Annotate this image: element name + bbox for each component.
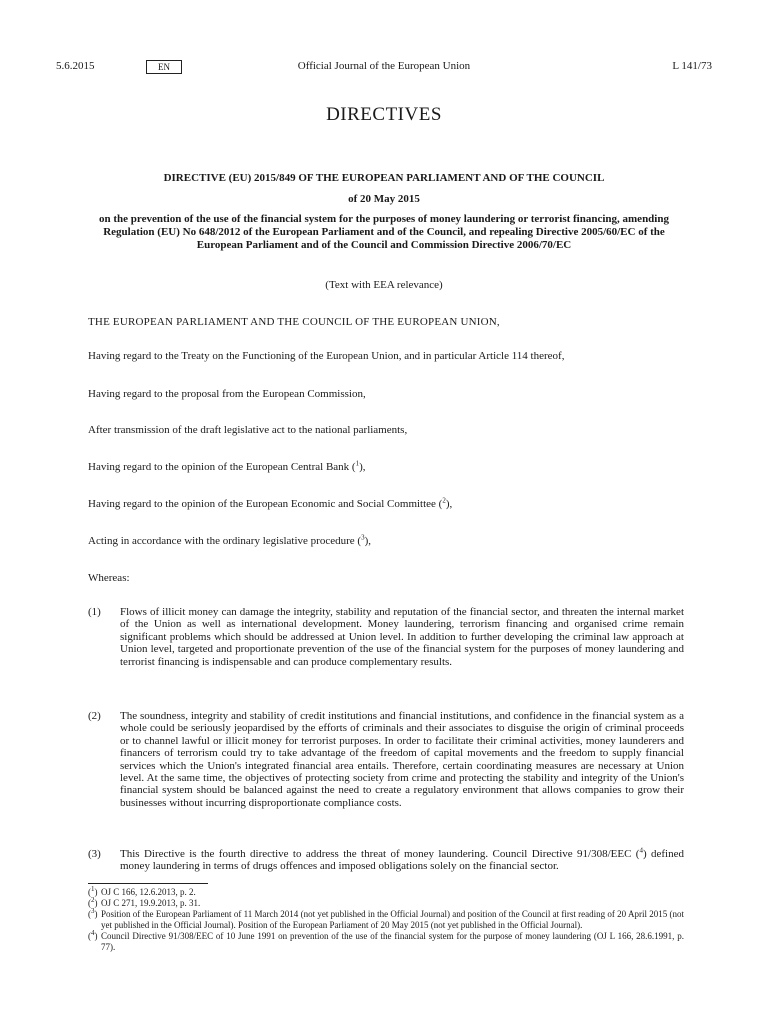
- journal-title: Official Journal of the European Union: [297, 60, 471, 72]
- footnote-number: ($^1$): [88, 885, 98, 897]
- footnote-text: Position of the European Parliament of 11 March 2014 (not yet published in the Official Journal) and position of the Council at first reading of 20 April 2015 (not yet published in the Official Journal). Position of the European Parliament of 20 May 2015 (not yet published in the Official Journal).: [101, 909, 684, 930]
- citation-eesc: [88, 498, 684, 510]
- eea-relevance: (Text with EEA relevance): [325, 279, 443, 291]
- recital-text: Flows of illicit money can damage the integrity, stability and reputation of the financial sector, and threaten the internal market of the Union as well as international development. Money laundering, terrorism financing and organised crime remain significant problems which should be addressed at Union level. In addition to further developing the criminal law approach at Union level, targeted and proportionate prevention of the use of the financial system for the purposes of money laundering and terrorist financing is indispensable and can produce complementary results.: [120, 606, 684, 668]
- footnote-ref[interactable]: 2: [442, 496, 446, 505]
- footnote-number: ($^2$): [88, 896, 98, 908]
- citation-ecb: [88, 461, 684, 473]
- recital-text-part: ) defined money laundering in terms of drugs offences and imposed obligations solely on the financial sector.: [120, 848, 684, 873]
- footnote-number-value: 3: [91, 907, 95, 915]
- footnote-number: ($^3$): [88, 907, 98, 919]
- footnote: [88, 931, 684, 953]
- recital-number: (2): [88, 710, 101, 722]
- footnote-ref[interactable]: 3: [361, 533, 365, 542]
- citation-eesc-text: Having regard to the opinion of the European Economic and Social Committee (: [88, 498, 443, 510]
- publication-date: 5.6.2015: [56, 60, 95, 72]
- page-header: [56, 60, 712, 76]
- citation-ecb-text: Having regard to the opinion of the European Central Bank (: [88, 461, 356, 473]
- recital-text: The soundness, integrity and stability of credit institutions and financial institutions, and confidence in the financial system as a whole could be seriously jeopardised by the efforts of criminals and their associates to disguise the origin of criminal proceeds or to channel lawful or illicit money for terrorist purposes. In order to facilitate their criminal activities, money launderers and financers of terrorism could try to take advantage of the freedom of capital movements and the freedom to supply financial services which the Union's integrated financial area entails. Therefore, certain coordinating measures are necessary at Union level. At the same time, the objectives of protecting society from crime and protecting the stability and integrity of the Union's financial system should be balanced against the need to create a regulatory environment that allows companies to grow their businesses without incurring disproportionate compliance costs.: [120, 710, 684, 809]
- enacting-parties: THE EUROPEAN PARLIAMENT AND THE COUNCIL OF THE EUROPEAN UNION,: [88, 316, 500, 328]
- citation-proposal: Having regard to the proposal from the European Commission,: [88, 388, 366, 400]
- language-badge: EN: [146, 60, 182, 74]
- recital-number: (3): [88, 848, 101, 860]
- footnote-text: Council Directive 91/308/EEC of 10 June 1991 on prevention of the use of the financial system for the purpose of money laundering (OJ L 166, 28.6.1991, p. 77).: [101, 931, 684, 952]
- recital-number: (1): [88, 606, 101, 618]
- citation-treaty: Having regard to the Treaty on the Functioning of the European Union, and in particular Article 114 thereof,: [88, 350, 565, 362]
- recital-text: [120, 848, 684, 873]
- footnote-text: OJ C 271, 19.9.2013, p. 31.: [101, 898, 201, 908]
- footnote-ref[interactable]: 4: [639, 846, 643, 855]
- footnote-text: OJ C 166, 12.6.2013, p. 2.: [101, 887, 196, 897]
- citation-transmission: After transmission of the draft legislative act to the national parliaments,: [88, 424, 408, 436]
- directive-date: of 20 May 2015: [348, 193, 420, 205]
- footnote: [88, 887, 684, 898]
- footnote-divider: [88, 883, 208, 884]
- citation-eesc-end: ),: [445, 498, 453, 510]
- footnote-number: ($^4$): [88, 929, 98, 941]
- page-reference: L 141/73: [672, 60, 712, 72]
- directive-title: DIRECTIVE (EU) 2015/849 OF THE EUROPEAN PARLIAMENT AND OF THE COUNCIL: [163, 172, 605, 184]
- footnote: [88, 909, 684, 931]
- footnote-number-value: 4: [91, 929, 95, 937]
- footnote: [88, 898, 684, 909]
- citation-ecb-end: ),: [359, 461, 366, 473]
- directive-subject: on the prevention of the use of the financial system for the purposes of money laundering or terrorist financing, amending Regulation (EU) No 648/2012 of the European Parliament and of the Council, and repealing Directive 2005/60/EC of the European Parliament and of the Council and Commission Directive 2006/70/EC: [99, 213, 669, 251]
- footnote-number-value: 2: [91, 896, 95, 904]
- footnotes: [88, 887, 684, 953]
- citation-procedure-text: Acting in accordance with the ordinary legislative procedure (: [88, 535, 362, 547]
- footnote-ref[interactable]: 1: [355, 459, 360, 468]
- document-type-heading: DIRECTIVES: [326, 104, 442, 125]
- recital-text-part: This Directive is the fourth directive to address the threat of money laundering. Council Directive 91/308/EEC (: [120, 848, 640, 860]
- citation-procedure-end: ),: [364, 535, 371, 547]
- footnote-number-value: 1: [91, 885, 95, 893]
- citation-procedure: [88, 535, 684, 547]
- whereas-heading: Whereas:: [88, 572, 130, 584]
